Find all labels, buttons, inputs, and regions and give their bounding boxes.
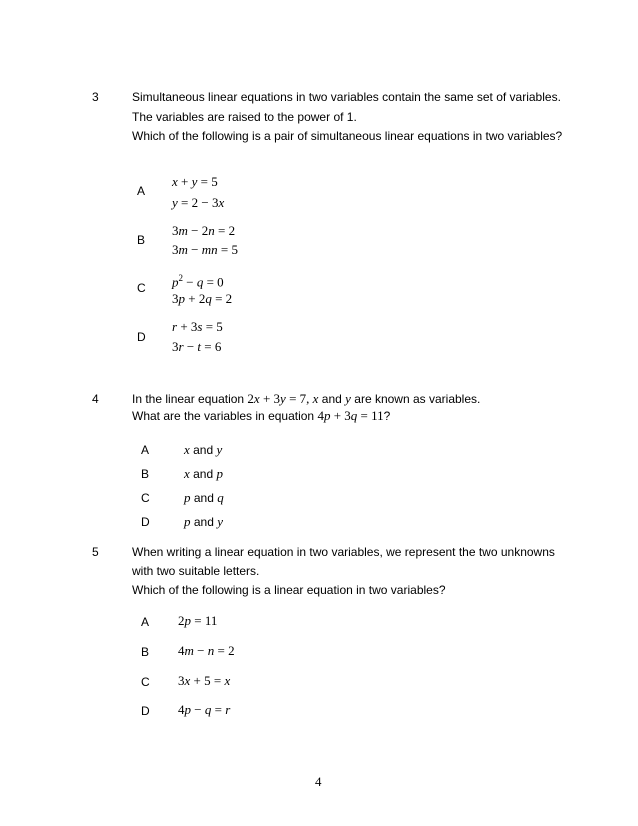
question-5-line-1: When writing a linear equation in two variables, we represent the two unknowns — [132, 545, 555, 559]
q5-option-d-letter: D — [141, 704, 150, 718]
q3-option-c-letter: C — [137, 281, 146, 295]
q5-option-b-eq: 4m − n = 2 — [178, 643, 235, 658]
q4-option-c-letter: C — [141, 491, 150, 505]
q3-option-d-eq2: 3r − t = 6 — [172, 339, 222, 354]
q4-option-b-letter: B — [141, 467, 150, 481]
question-5-line-3: Which of the following is a linear equation in two variables? — [132, 583, 446, 597]
question-3-line-3: Which of the following is a pair of simultaneous linear equations in two variables? — [132, 129, 563, 143]
question-3-number: 3 — [92, 90, 99, 104]
question-4-number: 4 — [92, 392, 99, 406]
q5-option-a-eq: 2p = 11 — [178, 613, 218, 628]
question-3-line-1: Simultaneous linear equations in two variables contain the same set of variables. — [132, 90, 561, 104]
q3-option-b-eq2: 3m − mn = 5 — [172, 242, 238, 257]
q5-option-c-letter: C — [141, 675, 150, 689]
q3-option-b-letter: B — [137, 233, 146, 247]
question-5-number: 5 — [92, 545, 99, 559]
q4-option-a-letter: A — [141, 443, 150, 457]
q3-option-c-eq1: $p^2 - q = 0$ — [172, 273, 224, 290]
q4-option-d-text: p and y — [184, 514, 223, 529]
q3-option-b-eq1: 3m − 2n = 2 — [172, 223, 236, 238]
q4-option-b-text: x and p — [184, 466, 223, 481]
q4-option-d-letter: D — [141, 515, 150, 529]
q4-option-c-text: p and q — [184, 490, 224, 505]
question-4-line-1: In the linear equation 2x + 3y = 7, x and y are known as variables. — [132, 391, 481, 406]
q3-option-d-eq1: r + 3s = 5 — [172, 319, 223, 334]
q4-option-a-text: x and y — [184, 442, 223, 457]
q3-option-a-eq2: y = 2 − 3x — [172, 195, 225, 210]
q5-option-d-eq: 4p − q = r — [178, 702, 231, 717]
q5-option-a-letter: A — [141, 615, 150, 629]
question-3-line-2: The variables are raised to the power of 1. — [132, 110, 357, 124]
question-5-line-2: with two suitable letters. — [132, 564, 260, 578]
page-number: 4 — [315, 774, 322, 789]
q5-option-c-eq: 3x + 5 = x — [178, 673, 231, 688]
q5-option-b-letter: B — [141, 645, 150, 659]
q3-option-c-eq2: 3p + 2q = 2 — [172, 291, 233, 306]
question-4-line-2: What are the variables in equation 4p + 3q = 11? — [132, 408, 391, 423]
q3-option-a-eq1: x + y = 5 — [172, 174, 218, 189]
q3-option-d-letter: D — [137, 330, 146, 344]
q3-option-a-letter: A — [137, 184, 146, 198]
